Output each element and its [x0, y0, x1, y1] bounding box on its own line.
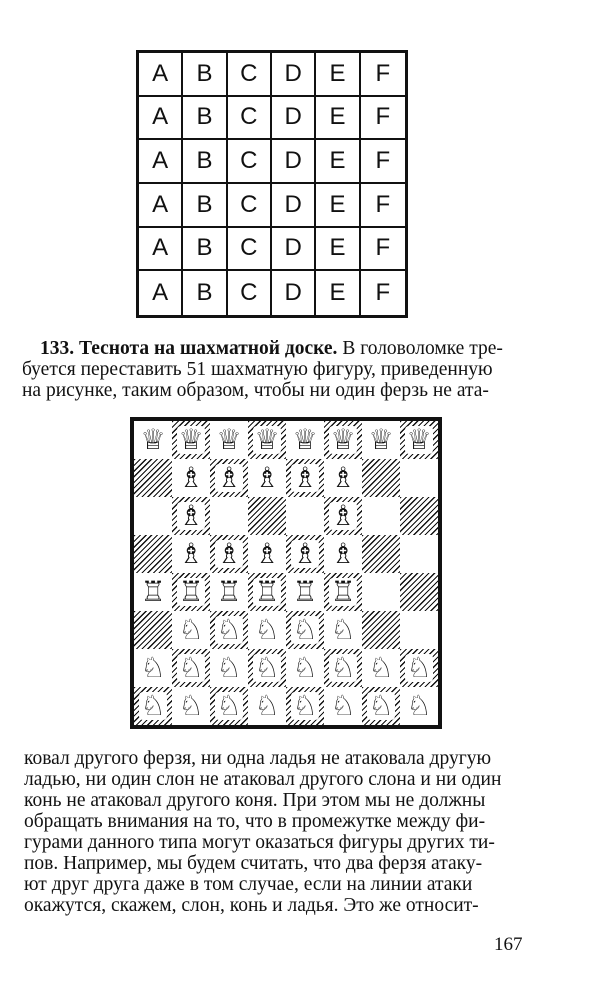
- letter-cell: D: [272, 271, 316, 315]
- knight-icon: ♘: [292, 651, 318, 684]
- board-square: [286, 421, 324, 459]
- intro-line: буется переставить 51 шахматную фигуру, приведенную: [22, 359, 493, 380]
- bishop-icon: ♗: [254, 537, 280, 570]
- letter-cell: C: [228, 228, 272, 272]
- letter-cell: C: [228, 184, 272, 228]
- board-square: [248, 573, 286, 611]
- board-square: [400, 535, 438, 573]
- letter-cell: B: [183, 140, 227, 184]
- board-square: [210, 687, 248, 725]
- letter-cell: A: [139, 228, 183, 272]
- letter-cell: B: [183, 228, 227, 272]
- board-square: [362, 649, 400, 687]
- knight-icon: ♘: [178, 689, 204, 722]
- board-square: [400, 459, 438, 497]
- bishop-icon: ♗: [292, 461, 318, 494]
- board-square: [172, 687, 210, 725]
- queen-icon: ♕: [406, 423, 432, 456]
- letter-cell: A: [139, 140, 183, 184]
- board-square: [210, 535, 248, 573]
- board-square: [134, 573, 172, 611]
- letter-cell: B: [183, 271, 227, 315]
- knight-icon: ♘: [292, 613, 318, 646]
- knight-icon: ♘: [254, 651, 280, 684]
- bishop-icon: ♗: [330, 461, 356, 494]
- board-square: [286, 459, 324, 497]
- board-square: [210, 649, 248, 687]
- knight-icon: ♘: [368, 651, 394, 684]
- board-square: [324, 649, 362, 687]
- board-square: [400, 687, 438, 725]
- letter-cell: A: [139, 271, 183, 315]
- bishop-icon: ♗: [216, 537, 242, 570]
- board-square: [210, 573, 248, 611]
- letter-cell: A: [139, 184, 183, 228]
- board-square: [362, 573, 400, 611]
- board-square: [362, 497, 400, 535]
- knight-icon: ♘: [330, 689, 356, 722]
- board-square: [324, 497, 362, 535]
- puzzle-intro: [0, 338, 600, 401]
- board-square: [400, 421, 438, 459]
- rook-icon: ♖: [254, 575, 280, 608]
- board-square: [286, 573, 324, 611]
- board-square: [172, 611, 210, 649]
- letter-cell: C: [228, 271, 272, 315]
- knight-icon: ♘: [254, 689, 280, 722]
- board-square: [400, 649, 438, 687]
- board-square: [248, 649, 286, 687]
- letter-grid: [136, 50, 408, 318]
- bishop-icon: ♗: [292, 537, 318, 570]
- text-line: ладью, ни один слон не атаковал другого слона и ни один: [24, 769, 502, 790]
- bishop-icon: ♗: [330, 499, 356, 532]
- board-square: [324, 459, 362, 497]
- board-square: [324, 573, 362, 611]
- board-square: [400, 611, 438, 649]
- board-square: [134, 497, 172, 535]
- letter-cell: F: [361, 97, 405, 141]
- queen-icon: ♕: [254, 423, 280, 456]
- letter-cell: C: [228, 140, 272, 184]
- queen-icon: ♕: [330, 423, 356, 456]
- letter-cell: E: [316, 97, 360, 141]
- board-square: [400, 573, 438, 611]
- board-square: [248, 459, 286, 497]
- board-square: [172, 421, 210, 459]
- queen-icon: ♕: [292, 423, 318, 456]
- knight-icon: ♘: [216, 689, 242, 722]
- knight-icon: ♘: [254, 613, 280, 646]
- board-square: [134, 611, 172, 649]
- board-square: [248, 497, 286, 535]
- board-square: [210, 497, 248, 535]
- board-square: [134, 459, 172, 497]
- intro-line: на рисунке, таким образом, чтобы ни один ферзь не ата-: [22, 380, 489, 401]
- knight-icon: ♘: [216, 613, 242, 646]
- board-square: [248, 421, 286, 459]
- letter-cell: E: [316, 184, 360, 228]
- text-line: ковал другого ферзя, ни одна ладья не атаковала другую: [24, 748, 492, 769]
- page-number: 167: [494, 934, 523, 955]
- letter-cell: C: [228, 53, 272, 97]
- bishop-icon: ♗: [178, 461, 204, 494]
- rook-icon: ♖: [292, 575, 318, 608]
- knight-icon: ♘: [178, 613, 204, 646]
- board-square: [286, 497, 324, 535]
- board-square: [324, 535, 362, 573]
- text-line: гурами данного типа могут оказаться фигуры других ти-: [24, 832, 495, 853]
- board-square: [172, 459, 210, 497]
- knight-icon: ♘: [330, 651, 356, 684]
- queen-icon: ♕: [368, 423, 394, 456]
- letter-cell: F: [361, 228, 405, 272]
- letter-cell: F: [375, 279, 391, 307]
- board-square: [172, 649, 210, 687]
- queen-icon: ♕: [178, 423, 204, 456]
- board-square: [172, 497, 210, 535]
- puzzle-continuation: [0, 748, 600, 916]
- board-square: [134, 421, 172, 459]
- letter-cell: C: [228, 97, 272, 141]
- letter-cell: F: [361, 53, 405, 97]
- letter-cell: D: [272, 97, 316, 141]
- bishop-icon: ♗: [178, 537, 204, 570]
- board-square: [362, 421, 400, 459]
- board-square: [286, 687, 324, 725]
- board-square: [248, 535, 286, 573]
- board-square: [362, 459, 400, 497]
- board-square: [286, 611, 324, 649]
- letter-cell: F: [361, 140, 405, 184]
- letter-cell: F: [361, 184, 405, 228]
- queen-icon: ♕: [140, 423, 166, 456]
- letter-cell: E: [316, 228, 360, 272]
- queen-icon: ♕: [216, 423, 242, 456]
- board-square: [248, 611, 286, 649]
- letter-cell: E: [316, 53, 360, 97]
- bishop-icon: ♗: [330, 537, 356, 570]
- intro-text: В головоломке тре-: [337, 338, 503, 359]
- knight-icon: ♘: [330, 613, 356, 646]
- board-square: [324, 611, 362, 649]
- rook-icon: ♖: [140, 575, 166, 608]
- knight-icon: ♘: [406, 651, 432, 684]
- letter-cell: E: [316, 271, 360, 315]
- board-square: [210, 459, 248, 497]
- letter-cell: B: [183, 184, 227, 228]
- text-line: конь не атаковал другого коня. При этом мы не должны: [24, 790, 486, 811]
- knight-icon: ♘: [216, 651, 242, 684]
- board-square: [210, 611, 248, 649]
- letter-cell: D: [272, 184, 316, 228]
- knight-icon: ♘: [178, 651, 204, 684]
- board-square: [286, 649, 324, 687]
- board-square: [324, 421, 362, 459]
- board-square: [362, 535, 400, 573]
- intro-line: [0, 338, 600, 359]
- knight-icon: ♘: [406, 689, 432, 722]
- board-square: [400, 497, 438, 535]
- text-line: ют друг друга даже в том случае, если на линии атаки: [24, 874, 473, 895]
- letter-cell: A: [139, 53, 183, 97]
- rook-icon: ♖: [330, 575, 356, 608]
- board-square: [210, 421, 248, 459]
- board-square: [362, 611, 400, 649]
- knight-icon: ♘: [368, 689, 394, 722]
- letter-cell: D: [272, 140, 316, 184]
- rook-icon: ♖: [216, 575, 242, 608]
- letter-cell: E: [316, 140, 360, 184]
- letter-cell: B: [183, 97, 227, 141]
- letter-cell: A: [139, 97, 183, 141]
- board-square: [172, 573, 210, 611]
- puzzle-heading: 133. Теснота на шахматной доске.: [40, 338, 338, 359]
- board-square: [172, 535, 210, 573]
- board-square: [324, 687, 362, 725]
- bishop-icon: ♗: [178, 499, 204, 532]
- letter-cell: B: [183, 53, 227, 97]
- knight-icon: ♘: [140, 689, 166, 722]
- board-square: [134, 649, 172, 687]
- knight-icon: ♘: [140, 651, 166, 684]
- chessboard-figure: [130, 417, 442, 729]
- text-line: пов. Например, мы будем считать, что два ферзя атаку-: [24, 853, 483, 874]
- text-line: обращать внимания на то, что в промежутке между фи-: [24, 811, 486, 832]
- board-square: [134, 687, 172, 725]
- text-line: окажутся, скажем, слон, конь и ладья. Это же относит-: [24, 895, 479, 916]
- board-square: [248, 687, 286, 725]
- letter-cell: D: [272, 228, 316, 272]
- board-square: [286, 535, 324, 573]
- board-square: [134, 535, 172, 573]
- knight-icon: ♘: [292, 689, 318, 722]
- rook-icon: ♖: [178, 575, 204, 608]
- board-square: [362, 687, 400, 725]
- bishop-icon: ♗: [216, 461, 242, 494]
- letter-cell: D: [272, 53, 316, 97]
- bishop-icon: ♗: [254, 461, 280, 494]
